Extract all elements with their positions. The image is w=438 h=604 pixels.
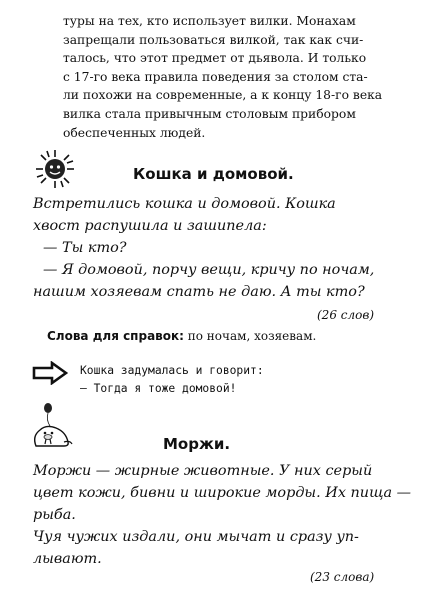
story-line: — Я домовой, порчу вещи, кричу по ночам,: [43, 262, 375, 278]
intro-line: вилка стала привычным столовым прибором: [63, 106, 356, 121]
story-line: Моржи — жирные животные. У них серый: [33, 463, 373, 479]
story-title: Кошка и домовой.: [133, 165, 294, 183]
story-line: нашим хозяевам спать не даю. А ты кто?: [33, 284, 365, 300]
reference-label: Слова для справок:: [47, 329, 184, 343]
word-count: (26 слов): [317, 308, 375, 322]
sun-icon: [34, 148, 76, 190]
intro-line: обеспеченных людей.: [63, 125, 206, 140]
walrus-icon: [28, 402, 74, 448]
story-line: Чуя чужих издали, они мычат и сразу уп-: [33, 529, 359, 545]
story-line: хвост распушила и зашипела:: [33, 218, 267, 234]
story-line: Встретились кошка и домовой. Кошка: [33, 196, 336, 212]
continuation-line: — Тогда я тоже домовой!: [80, 382, 237, 395]
word-count: (23 слова): [310, 570, 375, 584]
story-line: лывают.: [33, 551, 102, 567]
continuation-text: [80, 362, 264, 398]
story-line: рыба.: [33, 507, 76, 523]
arrow-right-icon: [32, 361, 68, 385]
story-text: [33, 460, 412, 570]
intro-line: туры на тех, кто использует вилки. Монахам: [63, 14, 356, 28]
reference-value: по ночам, хозяевам.: [183, 329, 317, 343]
intro-line: талось, что этот предмет от дьявола. И только: [63, 51, 367, 66]
intro-paragraph: [63, 12, 393, 142]
intro-line: с 17-го века правила поведения за столом ста-: [63, 69, 368, 84]
story-text: [33, 193, 408, 303]
intro-line: запрещали пользоваться вилкой, так как счи-: [63, 32, 364, 47]
story-line: — Ты кто?: [43, 240, 127, 256]
reference-words: [47, 329, 316, 343]
story-title: Моржи.: [163, 435, 231, 453]
intro-line: ли похожи на современные, а к концу 18-го века: [63, 88, 383, 103]
continuation-line: Кошка задумалась и говорит:: [80, 364, 264, 377]
story-line: цвет кожи, бивни и широкие морды. Их пища —: [33, 485, 412, 501]
